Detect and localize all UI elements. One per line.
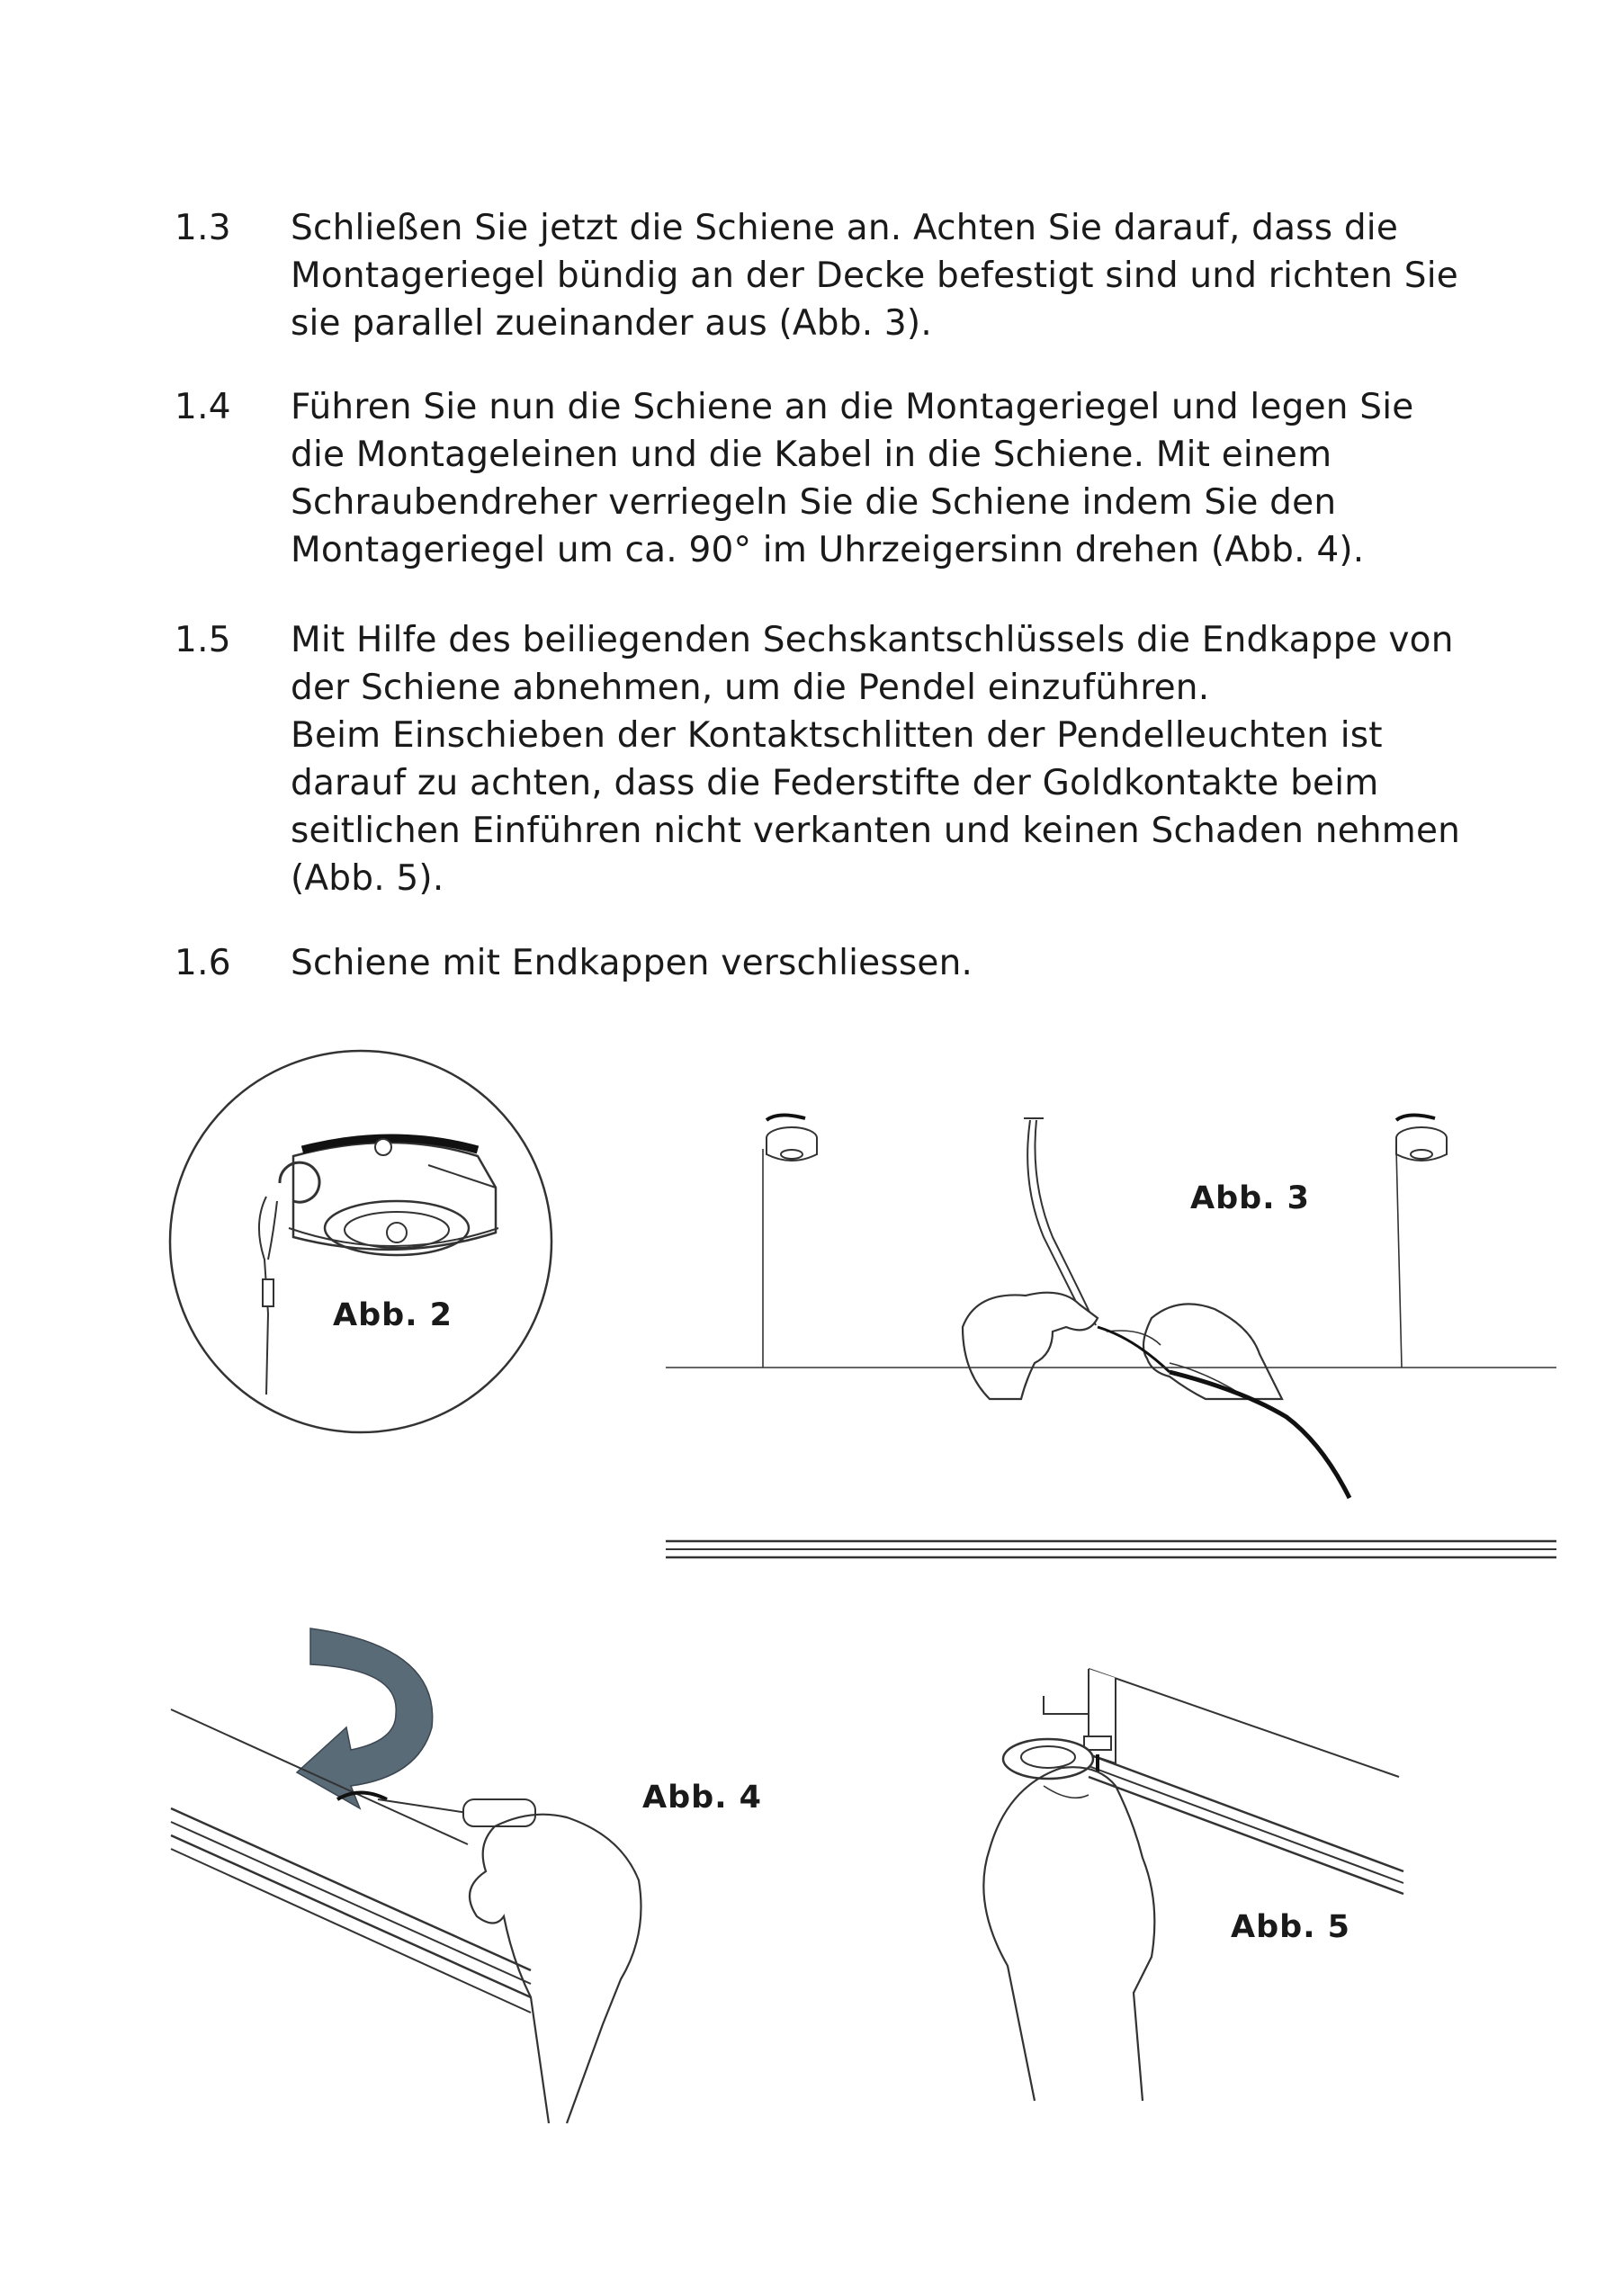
step-text-line: darauf zu achten, dass die Federstifte der Goldkontakte beim	[291, 763, 1379, 803]
figure-abb-5-illustration	[954, 1669, 1421, 2119]
step-text-line: Beim Einschieben der Kontaktschlitten der Pendelleuchten ist	[291, 715, 1383, 756]
hand-icon	[983, 1767, 1154, 2101]
step-text-line: seitlichen Einführen nicht verkanten und keinen Schaden nehmen	[291, 811, 1461, 851]
ceiling-mount-icon	[289, 1138, 498, 1255]
figure-label-abb-5: Abb. 5	[1231, 1909, 1351, 1945]
ceiling-mount-left-icon	[763, 1115, 817, 1368]
hook-cable-icon	[259, 1162, 319, 1395]
hands-icon	[963, 1293, 1282, 1399]
figure-label-abb-4: Abb. 4	[642, 1780, 763, 1816]
step-text	[291, 939, 1478, 987]
step-text-line: Montageriegel bündig an der Decke befestigt sind und richten Sie	[291, 256, 1458, 296]
step-text-line: der Schiene abnehmen, um die Pendel einzuführen.	[291, 668, 1210, 708]
step-text-line: sie parallel zueinander aus (Abb. 3).	[291, 303, 932, 344]
step-text-line: (Abb. 5).	[291, 858, 444, 899]
rotation-arrow-icon	[297, 1628, 433, 1808]
figure-abb-4-illustration	[171, 1619, 675, 2123]
rail-icon	[666, 1368, 1556, 1557]
figure-label-abb-2: Abb. 2	[333, 1297, 453, 1333]
ceiling-mount-right-icon	[1396, 1115, 1447, 1368]
step-text-line: Führen Sie nun die Schiene an die Montageriegel und legen Sie	[291, 387, 1414, 427]
step-text-line: die Montageleinen und die Kabel in die Schiene. Mit einem	[291, 435, 1332, 475]
step-number: 1.4	[175, 387, 231, 427]
step-text-line: Schließen Sie jetzt die Schiene an. Achten Sie darauf, dass die	[291, 208, 1399, 248]
step-number: 1.5	[175, 620, 231, 660]
step-text-line: Schiene mit Endkappen verschliessen.	[291, 943, 973, 983]
figure-abb-3-illustration	[666, 1102, 1556, 1561]
step-text	[291, 383, 1478, 574]
step-text-line: Montageriegel um ca. 90° im Uhrzeigersinn drehen (Abb. 4).	[291, 530, 1365, 570]
step-text	[291, 616, 1478, 902]
step-text-line: Schraubendreher verriegeln Sie die Schiene indem Sie den	[291, 482, 1337, 523]
step-text-line: Mit Hilfe des beiliegenden Sechskantschlüssels die Endkappe von	[291, 620, 1454, 660]
screwdriver-icon	[378, 1799, 535, 1826]
figure-abb-2-illustration	[167, 1044, 563, 1439]
step-number: 1.3	[175, 208, 231, 248]
figure-label-abb-3: Abb. 3	[1190, 1180, 1311, 1216]
step-text	[291, 204, 1478, 347]
step-number: 1.6	[175, 943, 231, 983]
rail-end-icon	[1044, 1669, 1403, 1894]
